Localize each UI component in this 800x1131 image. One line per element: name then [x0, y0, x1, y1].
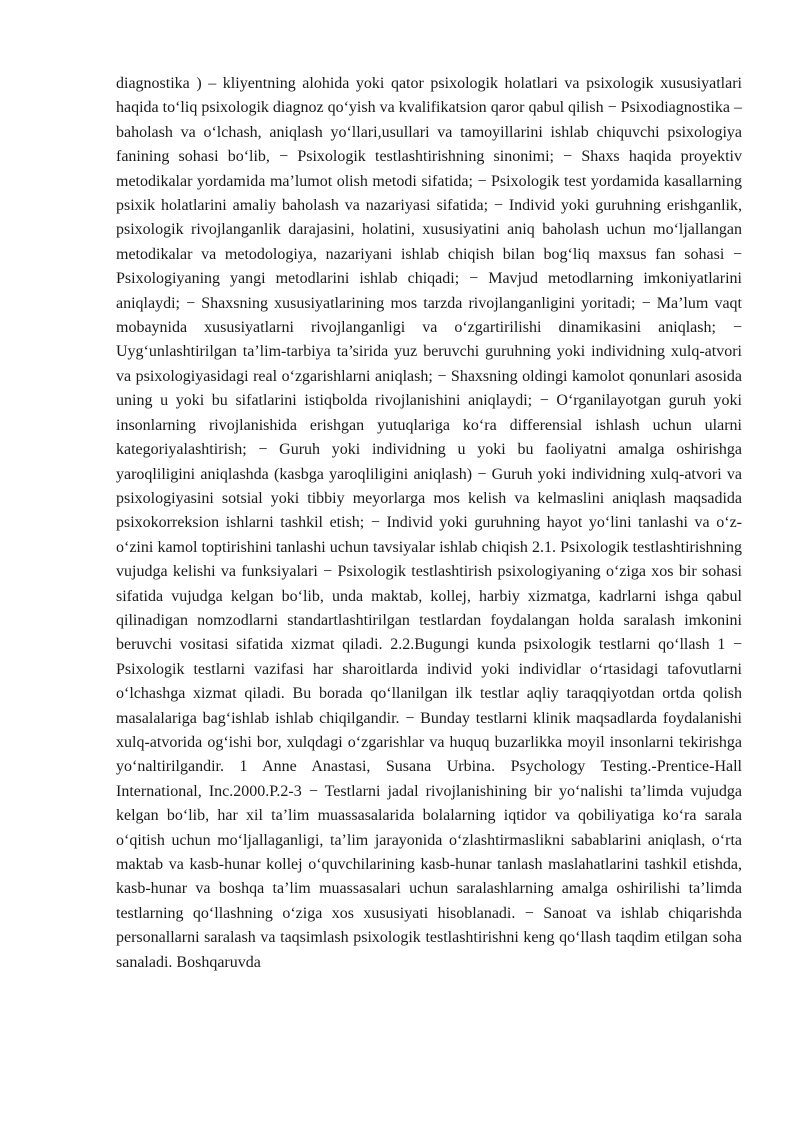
body-paragraph: diagnostika ) – kliyentning alohida yoki qator psixologik holatlari va psixologik xususiyatlari haqida to‘liq psixologik diagnoz qo‘yish va kvalifikatsion qaror qabul qilish − Psixodiagnostika –baholash va o‘lchash, aniqlash yo‘llari,usullari va tamoyillarini ishlab chiquvchi psixologiya fanining sohasi bo‘lib, − Psixologik testlashtirishning sinonimi; − Shaxs haqida proyektiv metodikalar yordamida ma’lumot olish metodi sifatida; − Psixologik test yordamida kasallarning psixik holatlarini amaliy baholash va nazariyasi sifatida; − Individ yoki guruhning erishganlik, psixologik rivojlanganlik darajasini, holatini, xususiyatini aniq baholash uchun mo‘ljallangan metodikalar va metodologiya, nazariyani ishlab chiqish bilan bog‘liq maxsus fan sohasi − Psixologiyaning yangi metodlarini ishlab chiqadi; − Mavjud metodlarning imkoniyatlarini aniqlaydi; − Shaxsning xususiyatlarining mos tarzda rivojlanganligini yoritadi; − Ma’lum vaqt mobaynida xususiyatlarni rivojlanganligi va o‘zgartirilishi dinamikasini aniqlash; − Uyg‘unlashtirilgan ta’lim-tarbiya ta’sirida yuz beruvchi guruhning yoki individning xulq-atvori va psixologiyasidagi real o‘zgarishlarni aniqlash; − Shaxsning oldingi kamolot qonunlari asosida uning u yoki bu sifatlarini istiqbolda rivojlanishini aniqlaydi; − O‘rganilayotgan guruh yoki insonlarning rivojlanishida erishgan yutuqlariga ko‘ra differensial ishlash uchun ularni kategoriyalashtirish; − Guruh yoki individning u yoki bu faoliyatni amalga oshirishga yaroqliligini aniqlashda (kasbga yaroqliligini aniqlash) − Guruh yoki individning xulq-atvori va psixologiyasini sotsial yoki tibbiy meyorlarga mos kelish va kelmaslini aniqlash maqsadida psixokorreksion ishlarni tashkil etish; − Individ yoki guruhning hayot yo‘lini tanlashi va o‘z-o‘zini kamol toptirishini tanlashi uchun tavsiyalar ishlab chiqish 2.1. Psixologik testlashtirishning vujudga kelishi va funksiyalari − Psixologik testlashtirish psixologiyaning o‘ziga xos bir sohasi sifatida vujudga kelgan bo‘lib, unda maktab, kollej, harbiy xizmatga, kadrlarni ishga qabul qilinadigan nomzodlarni standartlashtirilgan testlardan foydalangan holda saralash imkonini beruvchi vositasi sifatida xizmat qiladi. 2.2.Bugungi kunda psixologik testlarni qo‘llash 1 − Psixologik testlarni vazifasi har sharoitlarda individ yoki individlar o‘rtasidagi tafovutlarni o‘lchashga xizmat qiladi. Bu borada qo‘llanilgan ilk testlar aqliy taraqqiyotdan ortda qolish masalalariga bag‘ishlab ishlab chiqilgandir. − Bunday testlarni klinik maqsadlarda foydalanishi xulq-atvorida og‘ishi bor, xulqdagi o‘zgarishlar va huquq buzarlikka moyil insonlarni tekirishga yo‘naltirilgandir. 1 Anne Anastasi, Susana Urbina. Psychology Testing.-Prentice-Hall International, Inc.2000.P.2-3 − Testlarni jadal rivojlanishining bir yo‘nalishi ta’limda vujudga kelgan bo‘lib, har xil ta’lim muassasalarida bolalarning iqtidor va qobiliyatiga ko‘ra sarala o‘qitish uchun mo‘ljallaganligi, ta’lim jarayonida o‘zlashtirmaslikni sabablarini aniqlash, o‘rta maktab va kasb-hunar kollej o‘quvchilarining kasb-hunar tanlash maslahatlarini tashkil etishda, kasb-hunar va boshqa ta’lim muassasalari uchun saralashlarning amalga oshirilishi ta’limda testlarning qo‘llashning o‘ziga xos xususiyati hisoblanadi. − Sanoat va ishlab chiqarishda personallarni saralash va taqsimlash psixologik testlashtirishni keng qo‘llash taqdim etilgan soha sanaladi. Boshqaruvda	[116, 75, 742, 971]
document-page	[116, 72, 742, 975]
